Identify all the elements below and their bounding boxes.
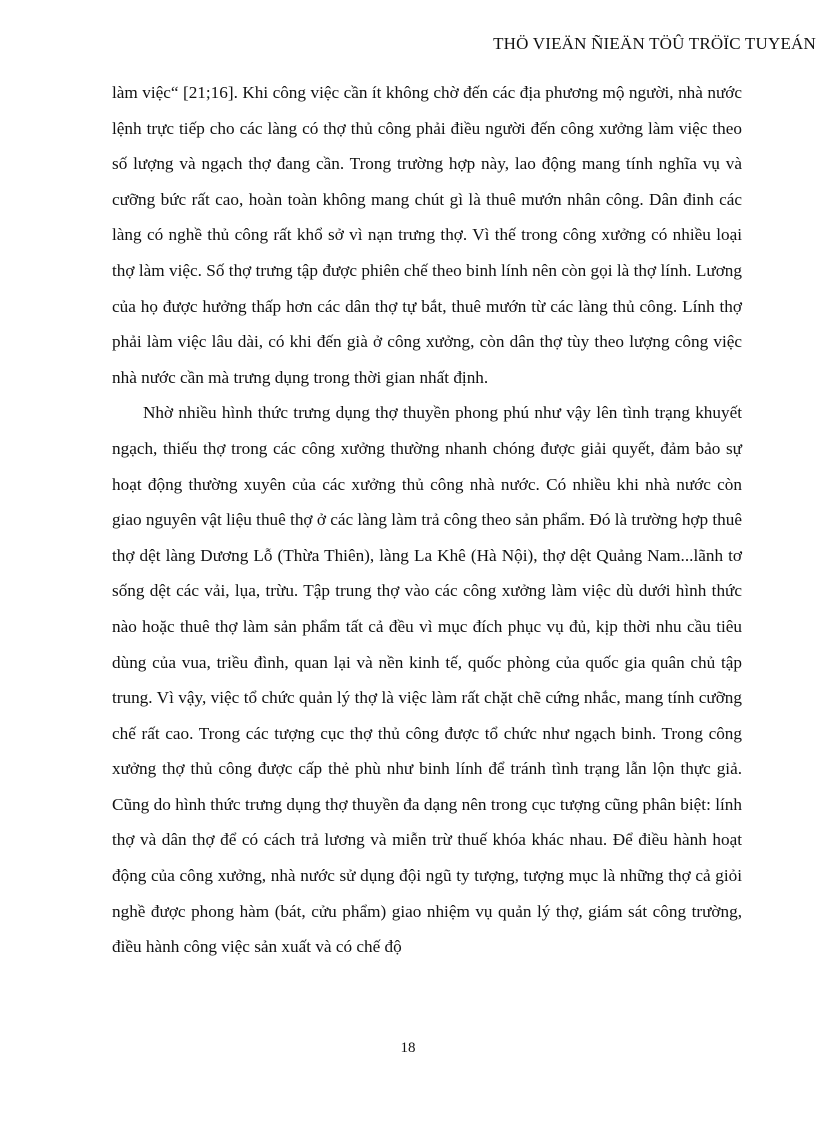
body-text xyxy=(112,75,742,965)
paragraph-1: làm việc“ [21;16]. Khi công việc cần ít không chờ đến các địa phương mộ người, nhà nước lệnh trực tiếp cho các làng có thợ thủ công phải điều người đến công xưởng làm việc theo số lượng và ngạch thợ đang cần. Trong trường hợp này, lao động mang tính nghĩa vụ và cưỡng bức rất cao, hoàn toàn không mang chút gì là thuê mướn nhân công. Dân đinh các làng có nghề thủ công rất khổ sở vì nạn trưng thợ. Vì thế trong công xưởng có nhiều loại thợ làm việc. Số thợ trưng tập được phiên chế theo binh lính nên còn gọi là thợ lính. Lương của họ được hưởng thấp hơn các dân thợ tự bắt, thuê mướn từ các làng thủ công. Lính thợ phải làm việc lâu dài, có khi đến già ở công xưởng, còn dân thợ tùy theo lượng công việc nhà nước cần mà trưng dụng trong thời gian nhất định. xyxy=(112,83,742,387)
running-header: THÖ VIEÄN ÑIEÄN TÖÛ TRÖÏC TUYEÁN xyxy=(493,34,816,53)
page-number: 18 xyxy=(400,1040,416,1056)
paragraph-2: Nhờ nhiều hình thức trưng dụng thợ thuyền phong phú như vậy lên tình trạng khuyết ngạch, thiếu thợ trong các công xưởng thường nhanh chóng được giải quyết, đảm bảo sự hoạt động thường xuyên của các xưởng thủ công nhà nước. Có nhiều khi nhà nước còn giao nguyên vật liệu thuê thợ ở các làng làm trả công theo sản phẩm. Đó là trường hợp thuê thợ dệt làng Dương Lỗ (Thừa Thiên), làng La Khê (Hà Nội), thợ dệt Quảng Nam...lãnh tơ sống dệt các vải, lụa, trừu. Tập trung thợ vào các công xưởng làm việc dù dưới hình thức nào hoặc thuê thợ làm sản phẩm tất cả đều vì mục đích phục vụ đủ, kịp thời nhu cầu tiêu dùng của vua, triều đình, quan lại và nền kinh tế, quốc phòng của quốc gia quân chủ tập trung. Vì vậy, việc tổ chức quản lý thợ là việc làm rất chặt chẽ cứng nhắc, mang tính cưỡng chế rất cao. Trong các tượng cục thợ thủ công được tổ chức như ngạch binh. Trong công xưởng thợ thủ công được cấp thẻ phù như binh lính để tránh tình trạng lẫn lộn thực giả. Cũng do hình thức trưng dụng thợ thuyền đa dạng nên trong cục tượng cũng phân biệt: lính thợ và dân thợ để có cách trả lương và miễn trừ thuế khóa khác nhau. Để điều hành hoạt động của công xưởng, nhà nước sử dụng đội ngũ ty tượng, tượng mục là những thợ cả giỏi nghề được phong hàm (bát, cửu phẩm) giao nhiệm vụ quản lý thợ, giám sát công trường, điều hành công việc sản xuất và có chế độ xyxy=(112,403,742,957)
